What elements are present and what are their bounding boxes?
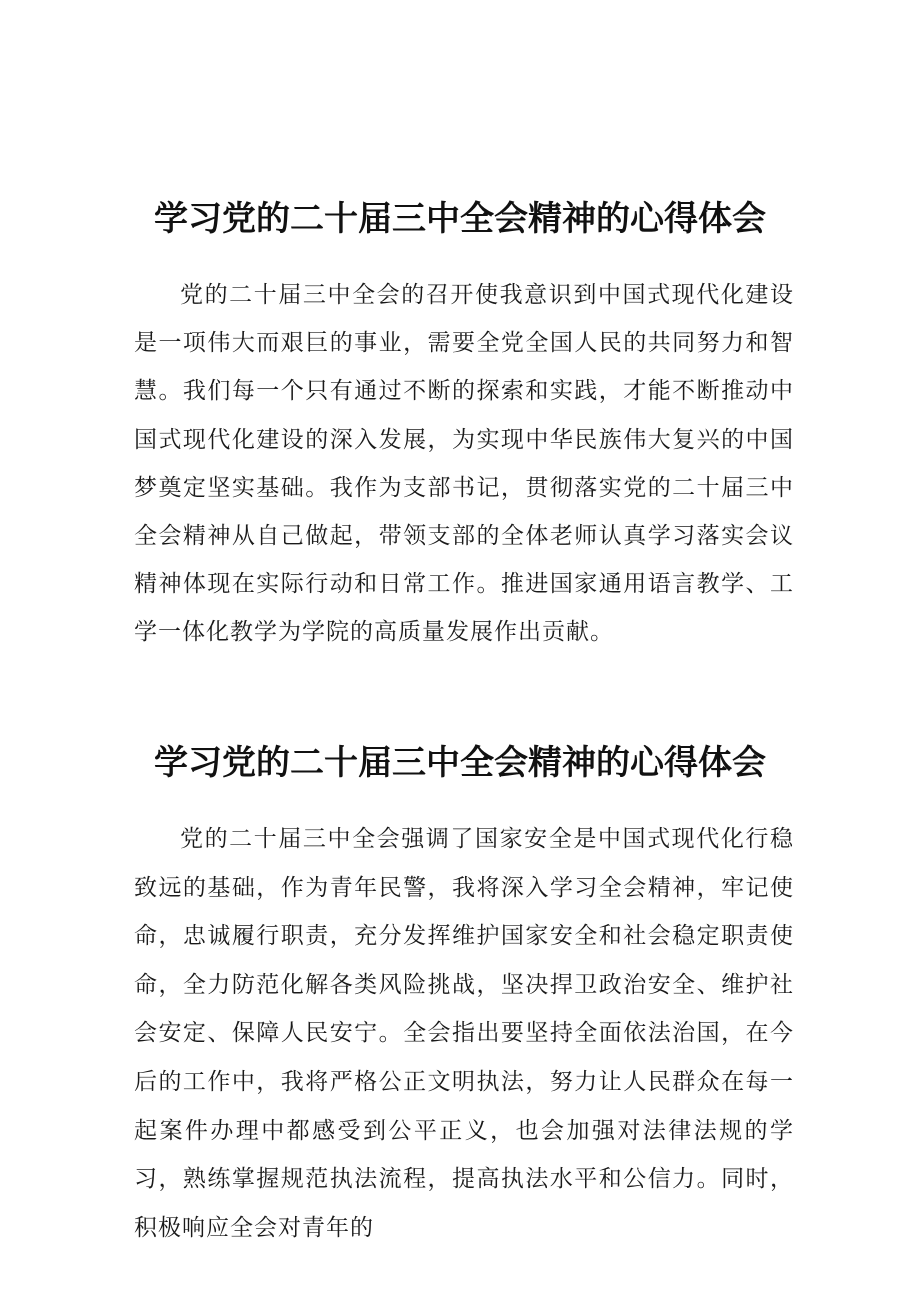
section-2-title: 学习党的二十届三中全会精神的心得体会 [154, 742, 766, 783]
section-2-body: 党的二十届三中全会强调了国家安全是中国式现代化行稳致远的基础，作为青年民警，我将深入学习全会精神，牢记使命，忠诚履行职责，充分发挥维护国家安全和社会稳定职责使命，全力防范化解各类风险挑战，坚决捍卫政治安全、维护社会安定、保障人民安宁。全会指出要坚持全面依法治国，在今后的工作中，我将严格公正文明执法，努力让人民群众在每一起案件办理中都感受到公平正义，也会加强对法律法规的学习，熟练掌握规范执法流程，提高执法水平和公信力。同时，积极响应全会对青年的 [134, 826, 794, 1241]
section-1-title: 学习党的二十届三中全会精神的心得体会 [154, 198, 766, 239]
section-1-body: 党的二十届三中全会的召开使我意识到中国式现代化建设是一项伟大而艰巨的事业，需要全党全国人民的共同努力和智慧。我们每一个只有通过不断的探索和实践，才能不断推动中国式现代化建设的深入发展，为实现中华民族伟大复兴的中国梦奠定坚实基础。我作为支部书记，贯彻落实党的二十届三中全会精神从自己做起，带领支部的全体老师认真学习落实会议精神体现在实际行动和日常工作。推进国家通用语言教学、工学一体化教学为学院的高质量发展作出贡献。 [134, 282, 794, 646]
